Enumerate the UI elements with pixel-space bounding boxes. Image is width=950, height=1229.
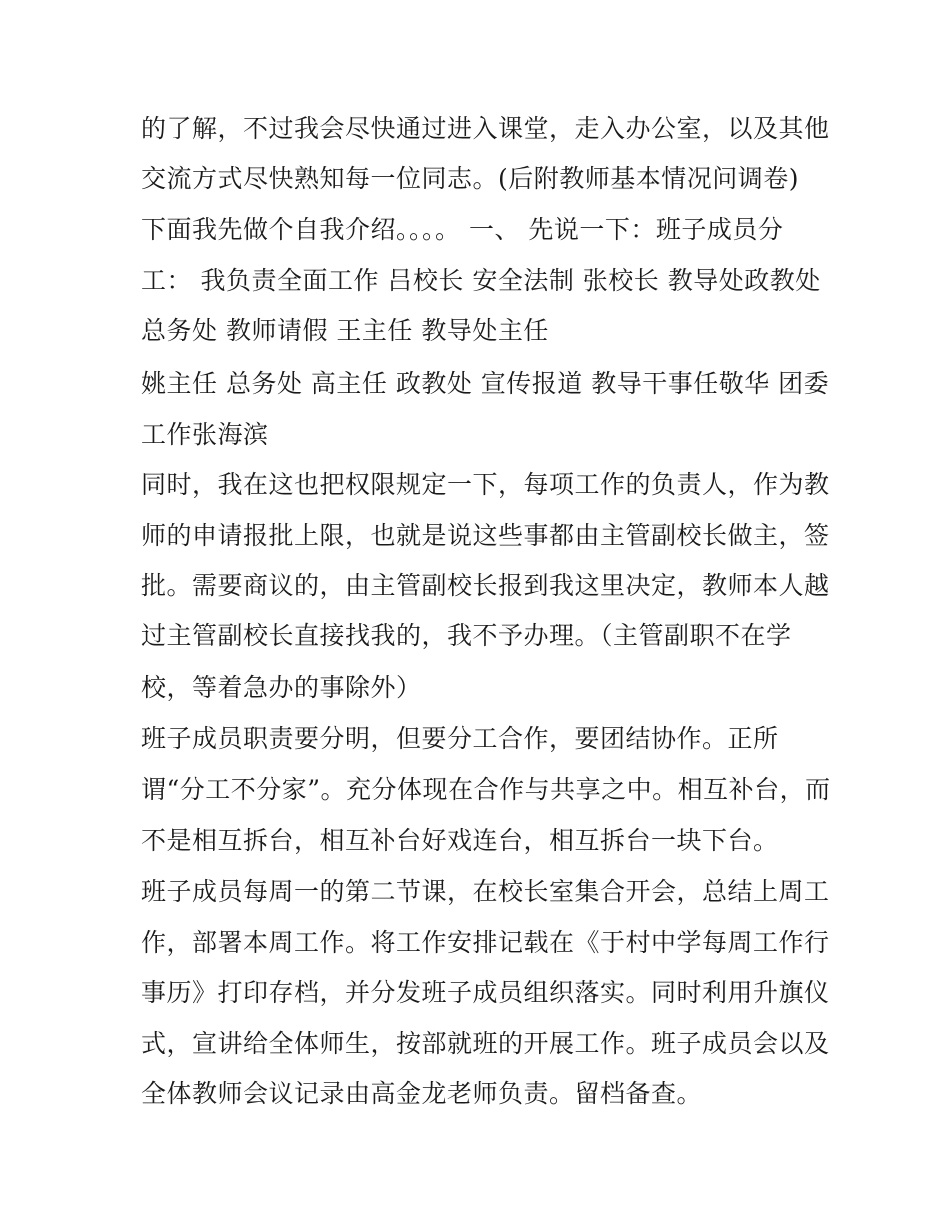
text-line: 姚主任 总务处 高主任 政教处 宣传报道 教导干事任敬华 团委 <box>141 369 830 398</box>
text-line: 工： 我负责全面工作 吕校长 安全法制 张校长 教导处政教处 <box>141 266 821 295</box>
text-line: 下面我先做个自我介绍。。。。 一、 先说一下：班子成员分 <box>141 215 784 244</box>
text-line: 作，部署本周工作。将工作安排记载在《于村中学每周工作行 <box>141 928 830 957</box>
text-line: 班子成员每周一的第二节课，在校长室集合开会，总结上周工 <box>141 877 830 906</box>
text-line: 工作张海滨 <box>141 420 269 449</box>
text-line: 过主管副校长直接找我的，我不予办理。（主管副职不在学 <box>141 621 792 650</box>
text-line: 师的申请报批上限，也就是说这些事都由主管副校长做主，签 <box>141 521 830 550</box>
text-line: 不是相互拆台，相互补台好戏连台，相互拆台一块下台。 <box>141 826 779 855</box>
text-line: 谓“分工不分家”。充分体现在合作与共享之中。相互补台，而 <box>141 775 831 804</box>
text-line: 总务处 教师请假 王主任 教导处主任 <box>141 316 549 345</box>
text-line: 交流方式尽快熟知每一位同志。(后附教师基本情况问调卷) <box>141 164 800 193</box>
text-line: 式，宣讲给全体师生，按部就班的开展工作。班子成员会以及 <box>141 1029 830 1058</box>
text-line: 事历》打印存档，并分发班子成员组织落实。同时利用升旗仪 <box>141 978 830 1007</box>
text-line: 班子成员职责要分明，但要分工合作，要团结协作。正所 <box>141 724 779 753</box>
text-line: 的了解，不过我会尽快通过进入课堂，走入办公室，以及其他 <box>141 114 830 143</box>
text-line: 校，等着急办的事除外） <box>141 673 422 702</box>
text-line: 批。需要商议的，由主管副校长报到我这里决定，教师本人越 <box>141 571 830 600</box>
text-line: 同时，我在这也把权限规定一下，每项工作的负责人，作为教 <box>141 470 830 499</box>
text-line: 全体教师会议记录由高金龙老师负责。留档备查。 <box>141 1079 703 1108</box>
